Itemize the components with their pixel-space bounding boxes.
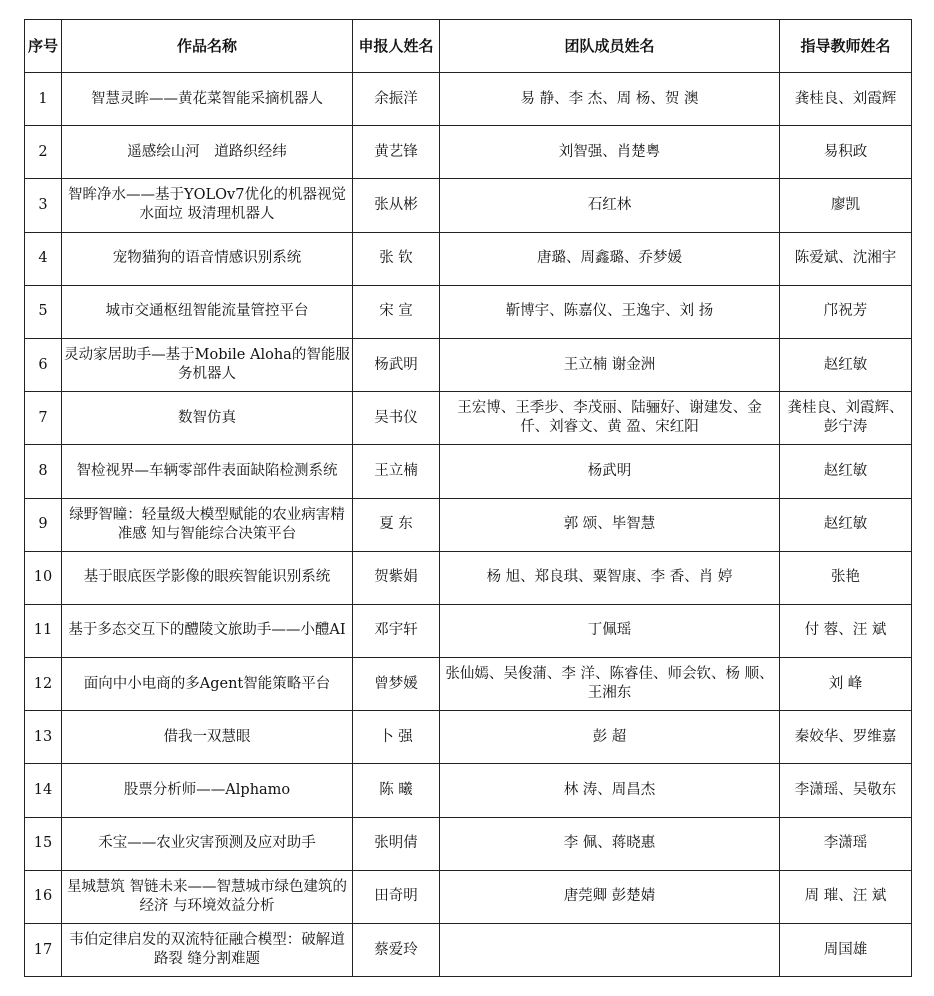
- cell-applicant: 张 钦: [353, 232, 440, 285]
- cell-teacher: 周 璀、汪 斌: [780, 870, 912, 923]
- header-no: 序号: [25, 20, 62, 73]
- award-table: [24, 19, 912, 977]
- cell-team-members: 石红林: [440, 179, 780, 232]
- cell-applicant: 王立楠: [353, 445, 440, 498]
- cell-teacher: 龚桂良、刘霞辉: [780, 73, 912, 126]
- cell-applicant: 夏 东: [353, 498, 440, 551]
- header-team: 团队成员姓名: [440, 20, 780, 73]
- table-row: [25, 392, 912, 445]
- cell-work-title: 智检视界—车辆零部件表面缺陷检测系统: [62, 445, 353, 498]
- cell-work-title: 宠物猫狗的语音情感识别系统: [62, 232, 353, 285]
- cell-applicant: 田奇明: [353, 870, 440, 923]
- cell-work-title: 遥感绘山河 道路织经纬: [62, 126, 353, 179]
- cell-teacher: 李潇瑶: [780, 817, 912, 870]
- cell-team-members: 易 静、李 杰、周 杨、贺 澳: [440, 73, 780, 126]
- cell-work-title: 面向中小电商的多Agent智能策略平台: [62, 658, 353, 711]
- cell-work-title: 基于多态交互下的醴陵文旅助手——小醴AI: [62, 604, 353, 657]
- cell-teacher: 邝祝芳: [780, 285, 912, 338]
- cell-team-members: 王立楠 谢金洲: [440, 338, 780, 391]
- cell-teacher: 张艳: [780, 551, 912, 604]
- cell-no: 1: [25, 73, 62, 126]
- header-teacher: 指导教师姓名: [780, 20, 912, 73]
- cell-no: 9: [25, 498, 62, 551]
- cell-no: 10: [25, 551, 62, 604]
- cell-work-title: 数智仿真: [62, 392, 353, 445]
- cell-applicant: 余振洋: [353, 73, 440, 126]
- cell-no: 17: [25, 924, 62, 977]
- cell-team-members: 林 涛、周昌杰: [440, 764, 780, 817]
- cell-no: 8: [25, 445, 62, 498]
- table-row: [25, 179, 912, 232]
- table-row: [25, 232, 912, 285]
- cell-team-members: 刘智强、肖楚粤: [440, 126, 780, 179]
- cell-team-members: 唐莞卿 彭楚婧: [440, 870, 780, 923]
- table-row: [25, 285, 912, 338]
- cell-no: 7: [25, 392, 62, 445]
- cell-teacher: 秦姣华、罗维嘉: [780, 711, 912, 764]
- cell-team-members: 丁佩瑶: [440, 604, 780, 657]
- cell-teacher: 周国雄: [780, 924, 912, 977]
- cell-teacher: 赵红敏: [780, 498, 912, 551]
- cell-team-members: 唐璐、周鑫璐、乔梦媛: [440, 232, 780, 285]
- header-work: 作品名称: [62, 20, 353, 73]
- table-row: [25, 551, 912, 604]
- cell-team-members: 杨武明: [440, 445, 780, 498]
- cell-applicant: 黄艺锋: [353, 126, 440, 179]
- cell-no: 4: [25, 232, 62, 285]
- cell-team-members: 郭 颂、毕智慧: [440, 498, 780, 551]
- cell-applicant: 张明倩: [353, 817, 440, 870]
- cell-applicant: 卜 强: [353, 711, 440, 764]
- cell-work-title: 智慧灵眸——黄花菜智能采摘机器人: [62, 73, 353, 126]
- cell-teacher: 陈爱斌、沈湘宇: [780, 232, 912, 285]
- cell-team-members: 王宏博、王季步、李茂丽、陆骊好、谢建发、金 仟、刘睿文、黄 盈、宋红阳: [440, 392, 780, 445]
- cell-team-members: 靳博宇、陈嘉仪、王逸宇、刘 扬: [440, 285, 780, 338]
- table-row: [25, 498, 912, 551]
- cell-work-title: 城市交通枢纽智能流量管控平台: [62, 285, 353, 338]
- header-applicant: 申报人姓名: [353, 20, 440, 73]
- cell-no: 16: [25, 870, 62, 923]
- cell-teacher: 龚桂良、刘霞辉、彭宁涛: [780, 392, 912, 445]
- table-row: [25, 73, 912, 126]
- cell-applicant: 宋 宣: [353, 285, 440, 338]
- cell-work-title: 借我一双慧眼: [62, 711, 353, 764]
- cell-applicant: 蔡爱玲: [353, 924, 440, 977]
- cell-no: 14: [25, 764, 62, 817]
- table-header: [25, 20, 912, 73]
- cell-team-members: 彭 超: [440, 711, 780, 764]
- cell-work-title: 股票分析师——Alphamo: [62, 764, 353, 817]
- table-row: [25, 711, 912, 764]
- table-body: [25, 73, 912, 977]
- cell-teacher: 赵红敏: [780, 338, 912, 391]
- cell-teacher: 付 蓉、汪 斌: [780, 604, 912, 657]
- cell-applicant: 曾梦媛: [353, 658, 440, 711]
- table-row: [25, 604, 912, 657]
- cell-team-members: 李 佩、蒋晓惠: [440, 817, 780, 870]
- cell-no: 2: [25, 126, 62, 179]
- cell-work-title: 韦伯定律启发的双流特征融合模型：破解道路裂 缝分割难题: [62, 924, 353, 977]
- cell-teacher: 李潇瑶、吴敬东: [780, 764, 912, 817]
- cell-work-title: 星城慧筑 智链未来——智慧城市绿色建筑的经济 与环境效益分析: [62, 870, 353, 923]
- cell-no: 12: [25, 658, 62, 711]
- table-row: [25, 764, 912, 817]
- cell-no: 15: [25, 817, 62, 870]
- cell-team-members: 张仙嫣、吴俊蒲、李 洋、陈睿佳、师会钦、杨 顺、王湘东: [440, 658, 780, 711]
- cell-work-title: 基于眼底医学影像的眼疾智能识别系统: [62, 551, 353, 604]
- cell-team-members: 杨 旭、郑良琪、粟智康、李 香、肖 婷: [440, 551, 780, 604]
- cell-work-title: 智眸净水——基于YOLOv7优化的机器视觉水面垃 圾清理机器人: [62, 179, 353, 232]
- cell-applicant: 吴书仪: [353, 392, 440, 445]
- table-row: [25, 870, 912, 923]
- cell-no: 5: [25, 285, 62, 338]
- cell-teacher: 赵红敏: [780, 445, 912, 498]
- cell-applicant: 杨武明: [353, 338, 440, 391]
- table-row: [25, 924, 912, 977]
- cell-work-title: 绿野智瞳：轻量级大模型赋能的农业病害精准感 知与智能综合决策平台: [62, 498, 353, 551]
- table-row: [25, 338, 912, 391]
- cell-teacher: 刘 峰: [780, 658, 912, 711]
- cell-work-title: 禾宝——农业灾害预测及应对助手: [62, 817, 353, 870]
- table-row: [25, 817, 912, 870]
- cell-teacher: 易积政: [780, 126, 912, 179]
- header-row: [25, 20, 912, 73]
- table-row: [25, 445, 912, 498]
- cell-applicant: 张从彬: [353, 179, 440, 232]
- table-row: [25, 658, 912, 711]
- cell-teacher: 廖凯: [780, 179, 912, 232]
- table-row: [25, 126, 912, 179]
- cell-applicant: 陈 曦: [353, 764, 440, 817]
- cell-no: 13: [25, 711, 62, 764]
- cell-no: 3: [25, 179, 62, 232]
- cell-no: 11: [25, 604, 62, 657]
- cell-applicant: 贺紫娟: [353, 551, 440, 604]
- cell-work-title: 灵动家居助手—基于Mobile Aloha的智能服务机器人: [62, 338, 353, 391]
- cell-no: 6: [25, 338, 62, 391]
- cell-team-members: [440, 924, 780, 977]
- cell-applicant: 邓宇轩: [353, 604, 440, 657]
